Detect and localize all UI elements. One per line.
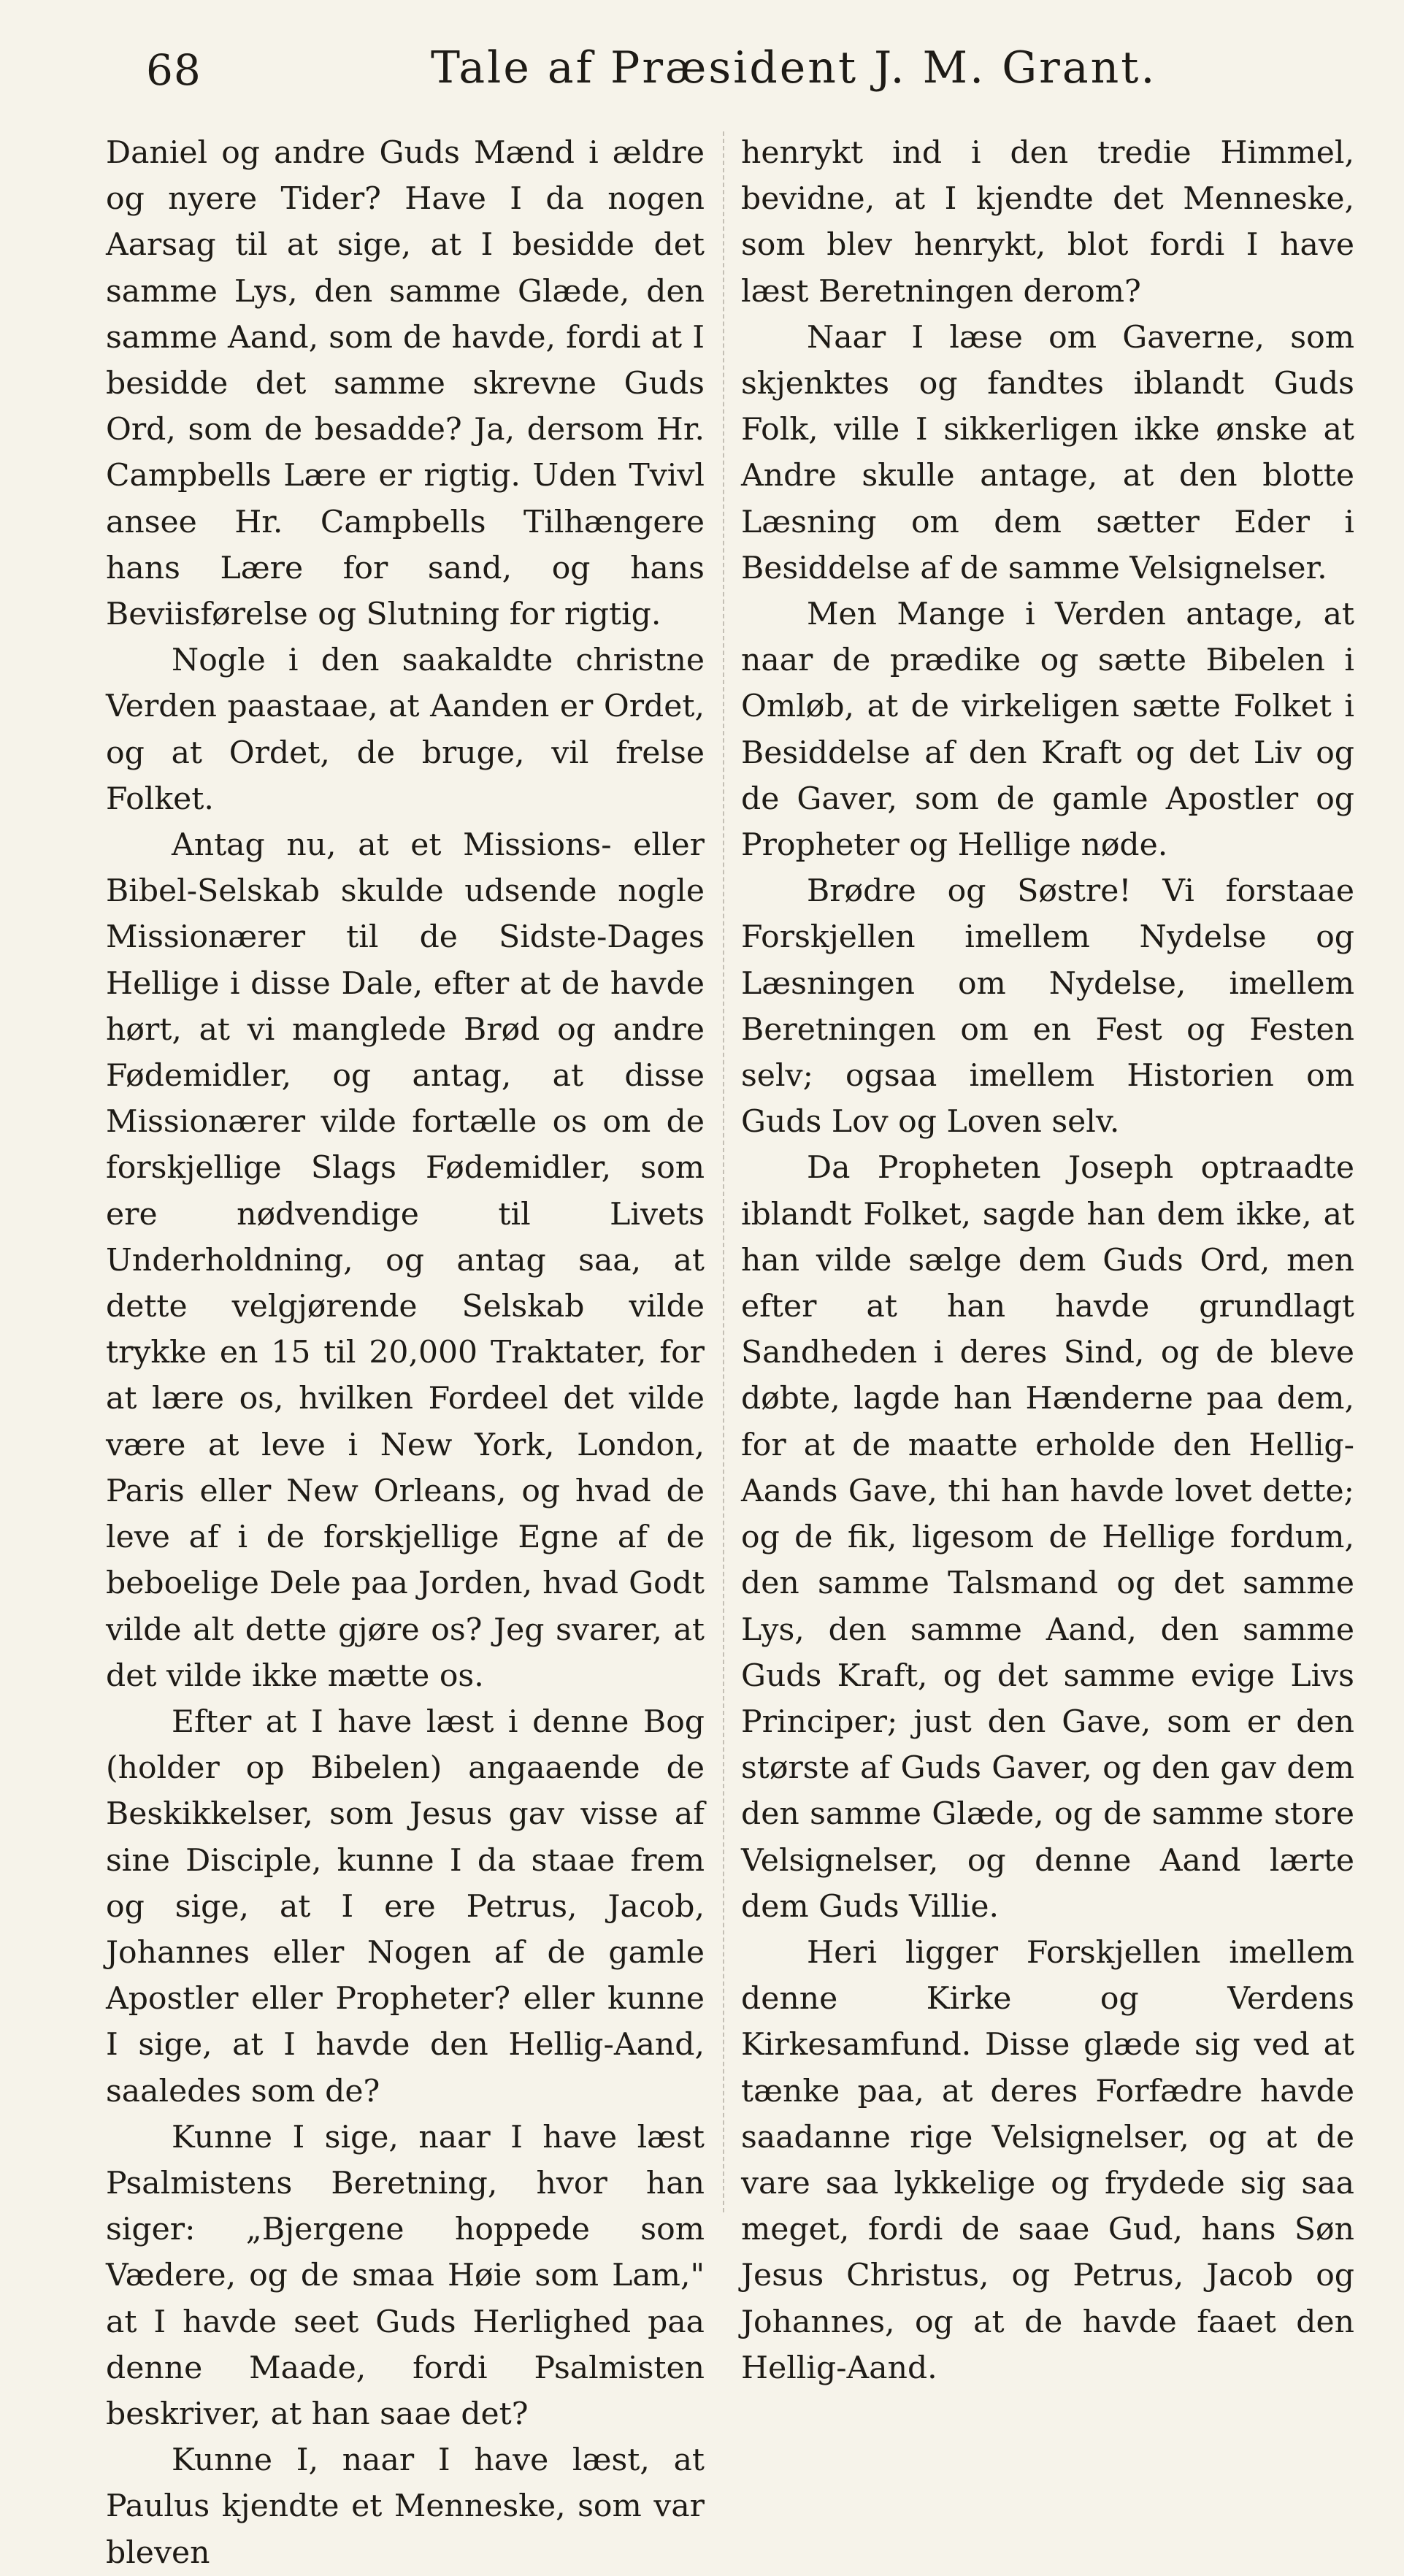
paragraph: Heri ligger Forskjellen imellem denne Kirke og Verdens Kirkesamfund. Disse glæde sig ved at tænke paa, at deres Forfædre havde saadanne rige Velsignelser, og at de vare saa lykkelige og frydede sig saa meget, fordi de saae Gud, hans Søn Jesus Christus, og Petrus, Jacob og Johannes, og at de havde faaet den Hellig-Aand. xyxy=(741,1934,1354,2386)
running-title: Tale af Præsident J. M. Grant. xyxy=(431,42,1157,93)
paragraph: Da Propheten Joseph optraadte iblandt Folket, sagde han dem ikke, at han vilde sælge dem Guds Ord, men efter at han havde grundlagt Sandheden i deres Sind, og de bleve døbte, lagde han Hænderne paa dem, for at de maatte erholde den Hellig-Aands Gave, thi han havde lovet dette; og de fik, ligesom de Hellige fordum, den samme Talsmand og det samme Lys, den samme Aand, den samme Guds Kraft, og det samme evige Livs Principer; just den Gave, som er den største af Guds Gaver, og den gav dem den samme Glæde, og de samme store Velsignelser, og denne Aand lærte dem Guds Villie. xyxy=(741,1150,1354,1925)
paragraph: Efter at I have læst i denne Bog (holder op Bibelen) angaaende de Beskikkelser, som Jesus gav visse af sine Disciple, kunne I da staae frem og sige, at I ere Petrus, Jacob, Johannes eller Nogen af de gamle Apostler eller Propheter? eller kunne I sige, at I havde den Hellig-Aand, saaledes som de? xyxy=(106,1703,705,2109)
paragraph: Brødre og Søstre! Vi forstaae Forskjellen imellem Nydelse og Læsningen om Nydelse, imellem Beretningen om en Fest og Festen selv; ogsaa imellem Historien om Guds Lov og Loven selv. xyxy=(741,873,1354,1141)
paragraph: henrykt ind i den tredie Himmel, bevidne, at I kjendte det Menneske, som blev henrykt, blot fordi I have læst Beretningen derom? xyxy=(741,135,1354,310)
left-column xyxy=(106,130,705,2576)
column-divider xyxy=(723,131,724,2212)
right-column xyxy=(741,130,1354,2391)
paragraph: Daniel og andre Guds Mænd i ældre og nyere Tider? Have I da nogen Aarsag til at sige, at I besidde det samme Lys, den samme Glæde, den samme Aand, som de havde, fordi at I besidde det samme skrevne Guds Ord, som de besadde? Ja, dersom Hr. Campbells Lære er rigtig. Uden Tvivl ansee Hr. Campbells Tilhængere hans Lære for sand, og hans Beviisførelse og Slutning for rigtig. xyxy=(106,135,705,633)
paragraph: Kunne I, naar I have læst, at Paulus kjendte et Menneske, som var bleven xyxy=(106,2442,705,2571)
paragraph: Nogle i den saakaldte christne Verden paastaae, at Aanden er Ordet, og at Ordet, de bruge, vil frelse Folket. xyxy=(106,643,705,817)
paragraph: Kunne I sige, naar I have læst Psalmistens Beretning, hvor han siger: „Bjergene hoppede som Vædere, og de smaa Høie som Lam," at I havde seet Guds Herlighed paa denne Maade, fordi Psalmisten beskriver, at han saae det? xyxy=(106,2119,705,2432)
page-number: 68 xyxy=(146,45,202,95)
page-header xyxy=(146,38,1256,104)
paragraph: Men Mange i Verden antage, at naar de prædike og sætte Bibelen i Omløb, at de virkeligen sætte Folket i Besiddelse af den Kraft og det Liv og de Gaver, som de gamle Apostler og Propheter og Hellige nøde. xyxy=(741,597,1354,864)
paragraph: Antag nu, at et Missions- eller Bibel-Selskab skulde udsende nogle Missionærer til de Sidste-Dages Hellige i disse Dale, efter at de havde hørt, at vi manglede Brød og andre Fødemidler, og antag, at disse Missionærer vilde fortælle os om de forskjellige Slags Fødemidler, som ere nødvendige til Livets Underholdning, og antag saa, at dette velgjørende Selskab vilde trykke en 15 til 20,000 Traktater, for at lære os, hvilken Fordeel det vilde være at leve i New York, London, Paris eller New Orleans, og hvad de leve af i de forskjellige Egne af de beboelige Dele paa Jorden, hvad Godt vilde alt dette gjøre os? Jeg svarer, at det vilde ikke mætte os. xyxy=(106,827,705,1694)
paragraph: Naar I læse om Gaverne, som skjenktes og fandtes iblandt Guds Folk, ville I sikkerligen ikke ønske at Andre skulle antage, at den blotte Læsning om dem sætter Eder i Besiddelse af de samme Velsignelser. xyxy=(741,319,1354,586)
